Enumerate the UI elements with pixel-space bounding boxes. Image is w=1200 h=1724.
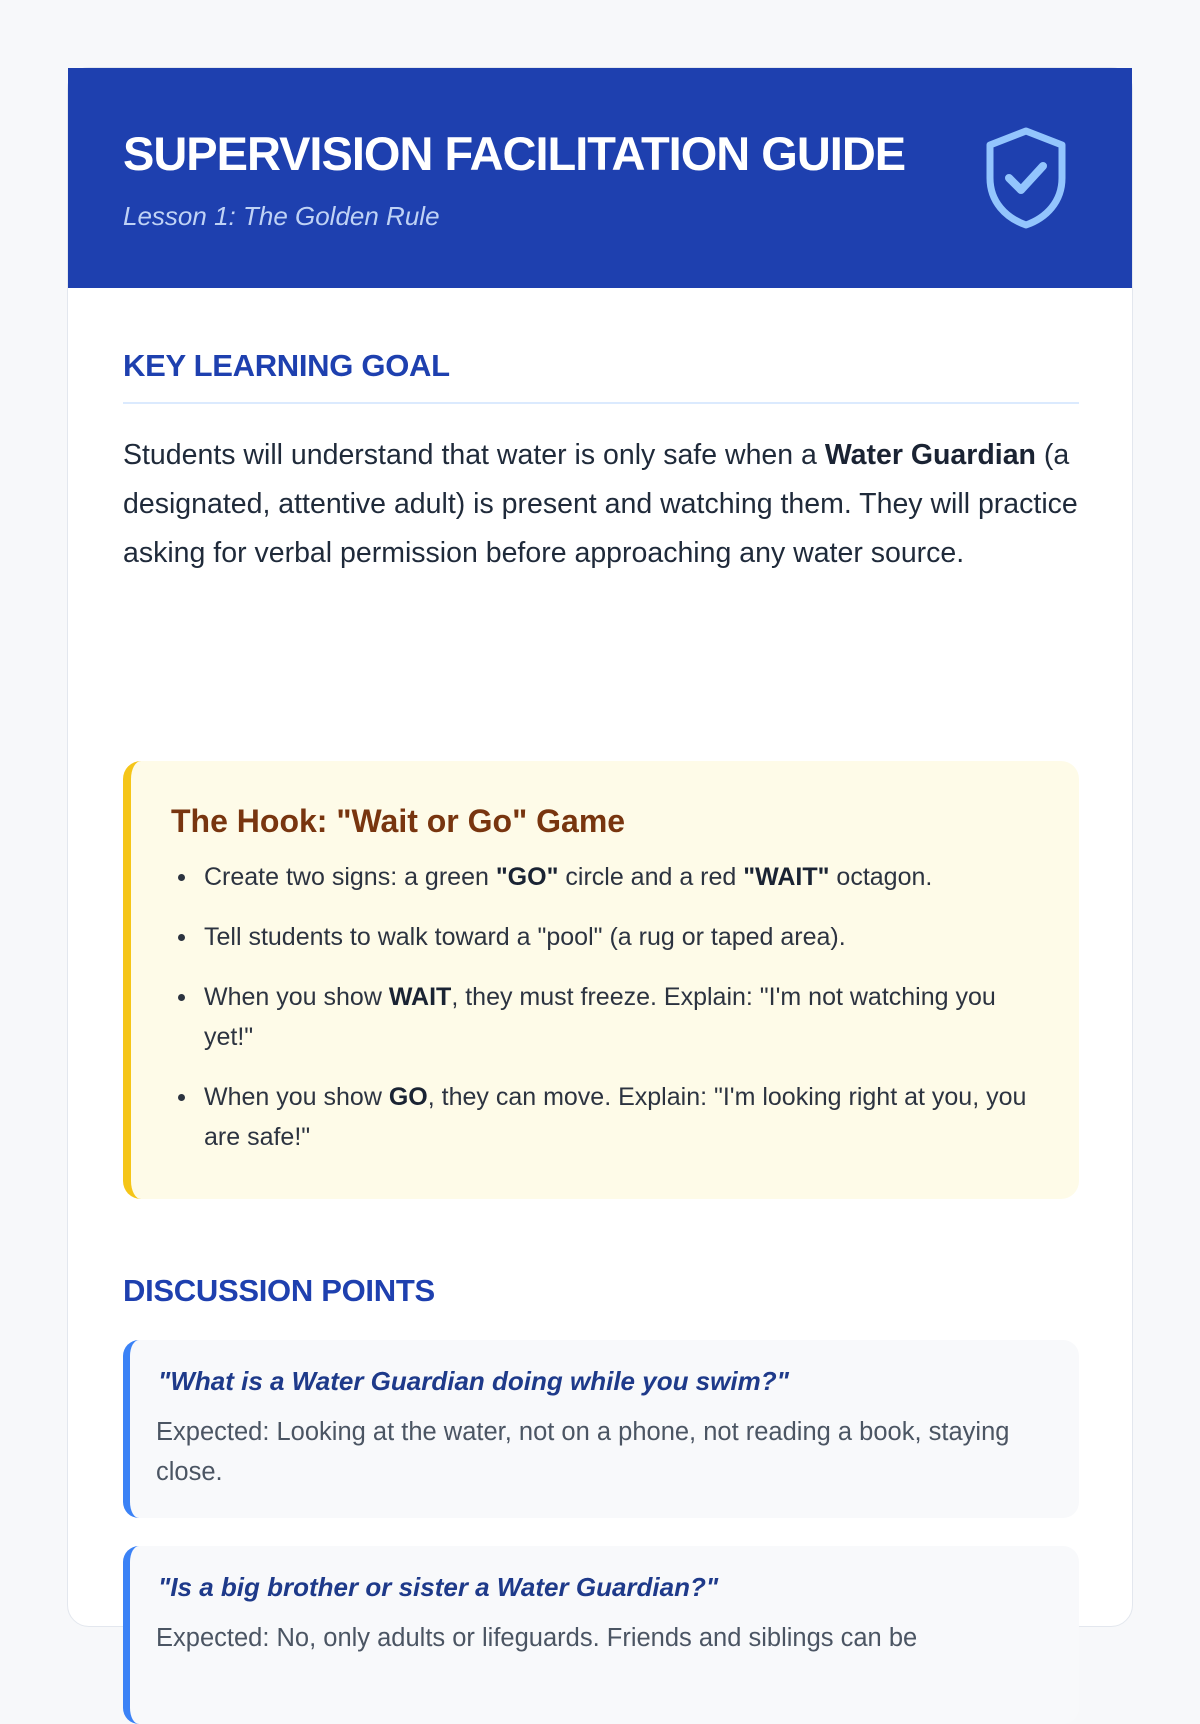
hook-callout <box>123 761 1079 1199</box>
page-title: SUPERVISION FACILITATION GUIDE <box>123 127 906 180</box>
wait-label: WAIT <box>388 983 452 1011</box>
question-text: "Is a big brother or sister a Water Guardian?" <box>158 1572 719 1602</box>
item-text: , they can move. Explain: "I'm looking right at you, you are safe!" <box>204 1083 1027 1151</box>
goal-text-part: Students will understand that water is only safe when a <box>123 439 825 471</box>
discussion-heading: DISCUSSION POINTS <box>123 1273 435 1308</box>
item-text: When you show <box>204 983 389 1011</box>
list-item <box>171 857 1051 897</box>
discussion-question-card <box>123 1340 1079 1518</box>
guide-header <box>68 68 1132 288</box>
item-text: , they must freeze. Explain: "I'm not watching you yet!" <box>204 983 996 1051</box>
shield-check-icon <box>983 126 1069 230</box>
list-item <box>171 1077 1051 1157</box>
list-item <box>171 977 1051 1057</box>
wait-label: "WAIT" <box>743 863 830 891</box>
expected-answer: Expected: Looking at the water, not on a phone, not reading a book, staying close. <box>156 1418 1010 1486</box>
hook-list <box>171 857 1051 1177</box>
question-text: "What is a Water Guardian doing while you swim?" <box>158 1366 789 1396</box>
expected-answer: Expected: No, only adults or lifeguards. Friends and siblings can be <box>156 1624 918 1652</box>
goal-heading: KEY LEARNING GOAL <box>123 348 450 383</box>
guide-card <box>67 67 1133 1652</box>
item-text: Tell students to walk toward a "pool" (a rug or taped area). <box>204 923 846 951</box>
go-label: "GO" <box>495 863 559 891</box>
go-label: GO <box>388 1083 428 1111</box>
item-text: When you show <box>204 1083 389 1111</box>
discussion-question-card <box>123 1546 1079 1724</box>
water-guardian-term: Water Guardian <box>824 439 1036 471</box>
item-text: circle and a red <box>558 863 744 891</box>
goal-text-part: (a designated, attentive adult) is present and watching them. They will practice asking for verbal permission before approaching any water source. <box>123 439 1078 569</box>
hook-title: The Hook: "Wait or Go" Game <box>171 803 626 839</box>
divider <box>123 402 1079 404</box>
item-text: octagon. <box>829 863 933 891</box>
goal-text <box>123 431 1079 578</box>
list-item <box>171 917 1051 957</box>
lesson-subtitle: Lesson 1: The Golden Rule <box>123 201 440 231</box>
item-text: Create two signs: a green <box>204 863 496 891</box>
